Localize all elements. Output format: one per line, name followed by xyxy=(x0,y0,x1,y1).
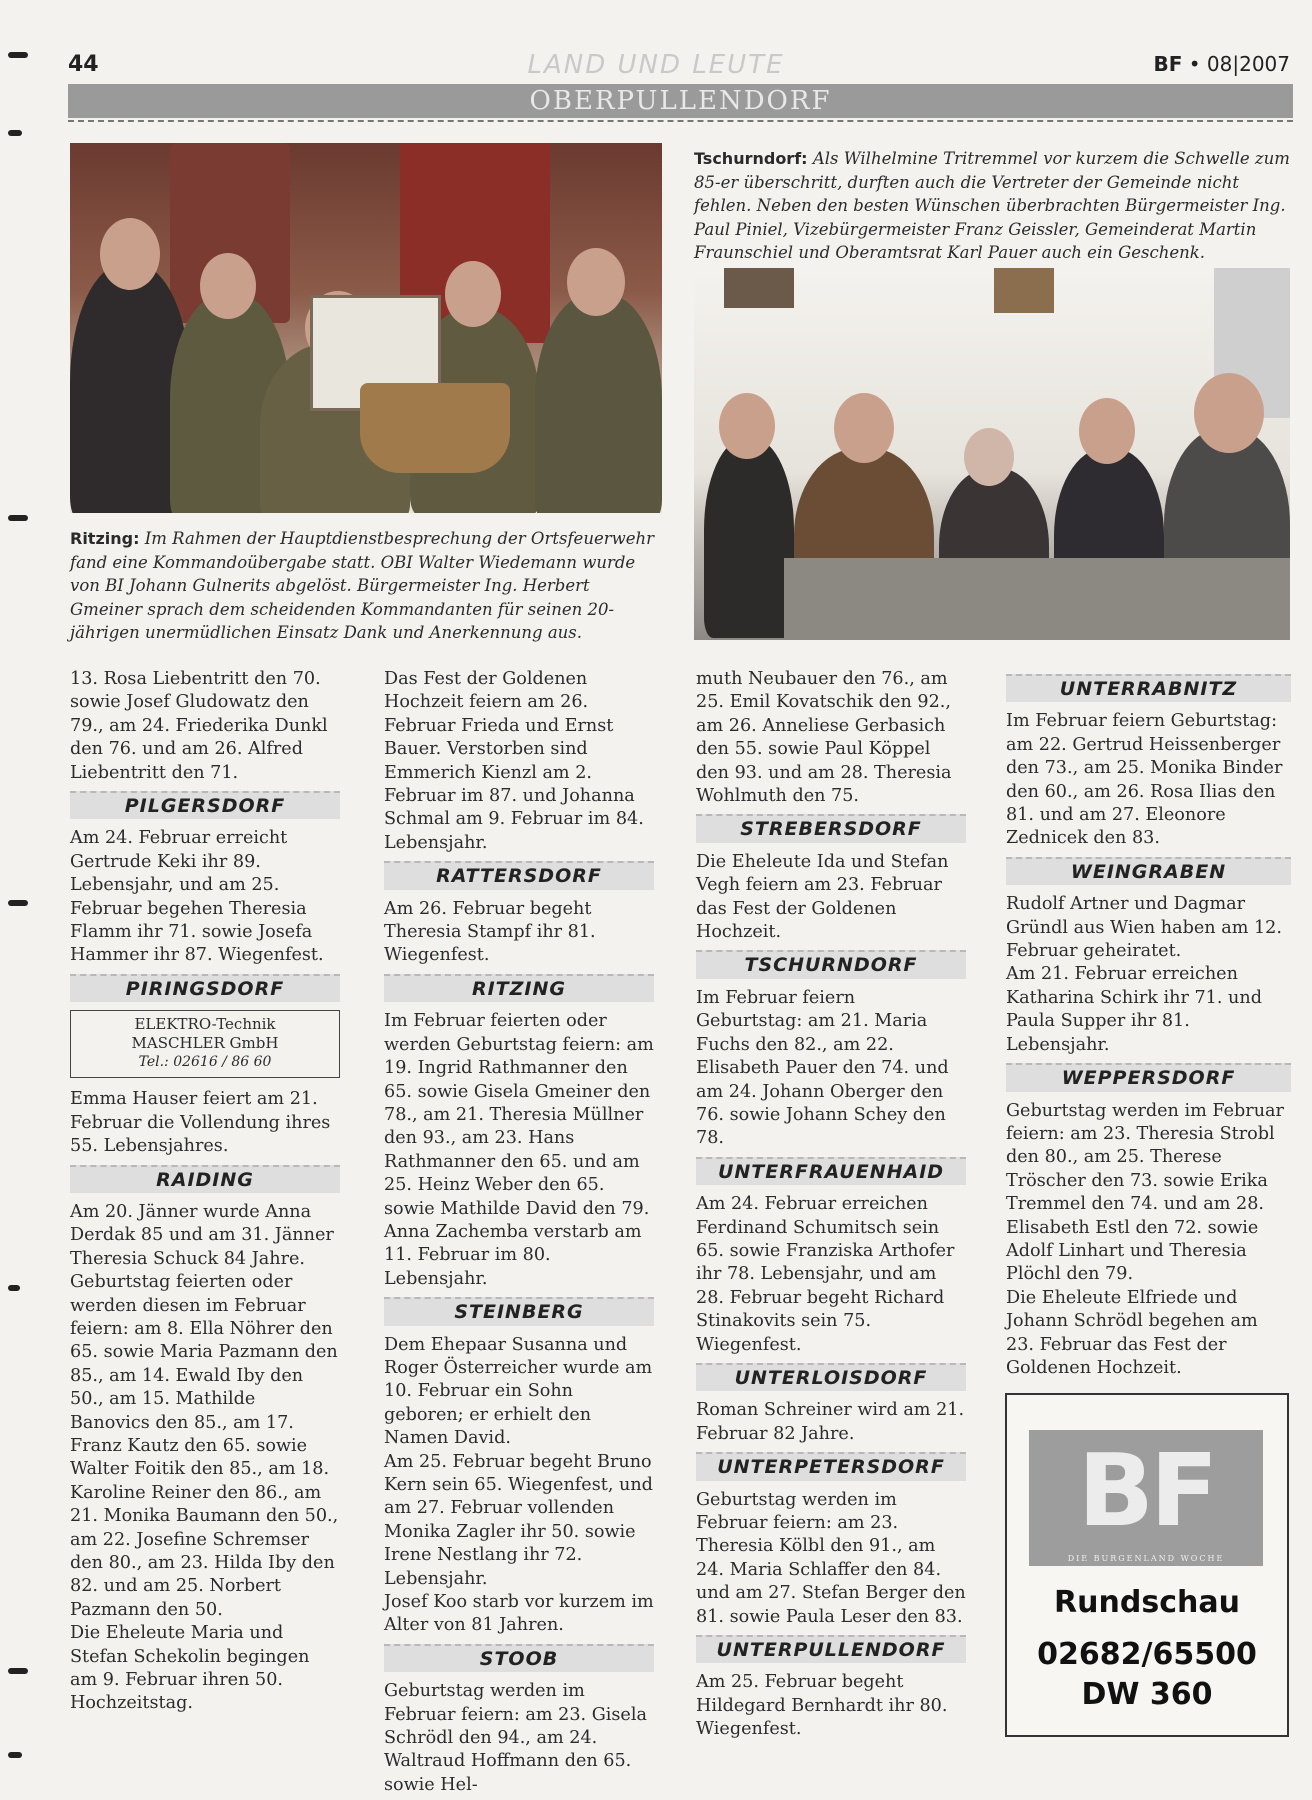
scan-mark xyxy=(8,900,28,906)
scan-mark xyxy=(8,1668,28,1674)
village-heading: UNTERRABNITZ xyxy=(1006,674,1291,702)
article-text: Emma Hauser feiert am 21. Februar die Vollendung ihres 55. Lebensjahres. xyxy=(70,1089,331,1157)
photo-wall-picture xyxy=(994,268,1054,313)
village-heading: PILGERSDORF xyxy=(70,791,340,819)
ad-phone: Tel.: 02616 / 86 60 xyxy=(138,1054,272,1071)
publication-name: BF xyxy=(1153,52,1183,76)
ad-company: MASCHLER GmbH xyxy=(131,1034,279,1053)
article-text: Am 21. Februar erreichen Katharina Schirk ihr 71. und Paula Supper ihr 81. Lebensjahr. xyxy=(1006,964,1262,1055)
caption-place: Ritzing: xyxy=(70,529,140,548)
photo-person xyxy=(535,293,662,513)
ad-extension: DW 360 xyxy=(1081,1677,1213,1712)
bf-logo xyxy=(1029,1430,1263,1566)
photo-head xyxy=(445,261,501,327)
photo-head xyxy=(567,248,625,316)
bf-advertisement xyxy=(1005,1393,1289,1737)
column-1 xyxy=(70,668,340,1716)
sponsor-ad xyxy=(70,1010,340,1078)
village-heading: UNTERPETERSDORF xyxy=(696,1452,966,1480)
article-text: Am 26. Februar begeht Theresia Stampf ihr 81. Wiegenfest. xyxy=(384,898,596,966)
photo-head xyxy=(100,218,160,290)
article-text: muth Neubauer den 76., am 25. Emil Kovatschik den 92., am 26. Anneliese Gerbasich den 55. sowie Paul Köppel den 93. und am 28. Theresia Wohlmuth den 75. xyxy=(696,669,952,807)
photo-head xyxy=(1194,373,1264,453)
caption-place: Tschurndorf: xyxy=(694,149,808,168)
caption-text: Als Wilhelmine Tritremmel vor kurzem die Schwelle zum 85-er überschritt, durften auch die Vertreter der Gemeinde nicht fehlen. Neben den besten Wünschen überbrachten Bürgermeister Ing. Paul Piniel, Vizebürgermeister Franz Geissler, Gemeinderat Martin Fraunschiel und Oberamtsrat Karl Pauer auch ein Geschenk. xyxy=(694,149,1290,262)
village-heading: RITZING xyxy=(384,974,654,1002)
article-text: Im Februar feierten oder werden Geburtstag feiern: am 19. Ingrid Rathmanner den 65. sowie Gisela Gmeiner den 78., am 21. Theresia Müllner den 93., am 23. Hans Rathmanner den 65. und am 25. Heinz Weber den 65. sowie Mathilde David den 79. xyxy=(384,1011,654,1219)
scan-mark xyxy=(8,130,22,136)
article-text: Josef Koo starb vor kurzem im Alter von 81 Jahren. xyxy=(384,1592,654,1636)
village-heading: UNTERPULLENDORF xyxy=(696,1635,966,1663)
article-text: Im Februar feiern Geburtstag: am 22. Gertrud Heissenberger den 73., am 25. Monika Binder den 60., am 26. Rosa Ilias den 81. und am 27. Eleonore Zednicek den 83. xyxy=(1006,711,1283,849)
article-text: Im Februar feiern Geburtstag: am 21. Maria Fuchs den 82., am 22. Elisabeth Pauer den 74. und am 24. Johann Oberger den 76. sowie Johann Schey den 78. xyxy=(696,987,949,1149)
village-heading: UNTERLOISDORF xyxy=(696,1363,966,1391)
tschurndorf-photo xyxy=(694,268,1290,640)
caption-text: Im Rahmen der Hauptdienstbesprechung der Ortsfeuerwehr fand eine Kommandoübergabe statt. OBI Walter Wiedemann wurde von BI Johann Gulnerits abgelöst. Bürgermeister Ing. Herbert Gmeiner sprach dem scheidenden Kommandanten für seinen 20-jährigen unermüdlichen Einsatz Dank und Anerkennung aus. xyxy=(70,529,655,642)
article-text: Roman Schreiner wird am 21. Februar 82 Jahre. xyxy=(696,1400,965,1444)
village-heading: STOOB xyxy=(384,1644,654,1672)
article-text: Dem Ehepaar Susanna und Roger Österreicher wurde am 10. Februar ein Sohn geboren; er erhielt den Namen David. xyxy=(384,1334,653,1449)
scan-mark xyxy=(8,52,28,58)
village-heading: RAIDING xyxy=(70,1165,340,1193)
bf-logo-tagline: DIE BURGENLAND WOCHE xyxy=(1067,1554,1225,1563)
page-number: 44 xyxy=(68,52,99,77)
article-text: Geburtstag werden im Februar feiern: am 23. Theresia Strobl den 80., am 25. Therese Tröscher den 73. sowie Erika Tremmel den 74. und am 28. Elisabeth Estl den 72. sowie Adolf Linhart und Theresia Plöchl den 79. xyxy=(1006,1100,1284,1285)
column-4 xyxy=(1006,674,1291,1380)
article-text: Das Fest der Goldenen Hochzeit feiern am 26. Februar Frieda und Ernst Bauer. Verstorben sind Emmerich Kienzl am 2. Februar im 87. und Johanna Schmal am 9. Februar im 84. Lebensjahr. xyxy=(384,669,644,853)
article-text: Am 25. Februar begeht Bruno Kern sein 65. Wiegenfest, und am 27. Februar vollenden Monika Zagler ihr 50. sowie Irene Nestlang ihr 72. Lebensjahr. xyxy=(384,1451,653,1589)
article-text: Die Eheleute Maria und Stefan Schekolin begingen am 9. Februar ihren 50. Hochzeitstag. xyxy=(70,1623,310,1714)
village-heading: WEPPERSDORF xyxy=(1006,1063,1291,1091)
article-text: Am 20. Jänner wurde Anna Derdak 85 und am 31. Jänner Theresia Schuck 84 Jahre. Geburtstag feierten oder werden diesen im Februar feiern: am 8. Ella Nöhrer den 65. sowie Maria Pazmann den 85., am 14. Ewald Iby den 50., am 15. Mathilde Banovics den 85., am 17. Franz Kautz den 65. sowie Walter Foitik den 85., am 18. Karoline Reiner den 86., am 21. Monika Baumann den 50., am 22. Josefine Schremser den 80., am 23. Hilda Iby den 82. und am 25. Norbert Pazmann den 50. xyxy=(70,1201,339,1620)
article-text: Am 25. Februar begeht Hildegard Bernhardt ihr 80. Wiegenfest. xyxy=(696,1672,948,1740)
article-text: Rudolf Artner und Dagmar Gründl aus Wien haben am 12. Februar geheiratet. xyxy=(1006,894,1282,962)
scan-mark xyxy=(8,1752,22,1758)
column-2 xyxy=(384,668,654,1797)
article-text: Die Eheleute Elfriede und Johann Schrödl begehen am 23. Februar das Fest der Goldenen Hochzeit. xyxy=(1006,1287,1258,1378)
scan-mark xyxy=(8,1285,20,1291)
village-heading: PIRINGSDORF xyxy=(70,974,340,1002)
ad-name: ELEKTRO-Technik xyxy=(134,1015,276,1034)
header-divider xyxy=(68,120,1293,122)
article-text: Anna Zachemba verstarb am 11. Februar im 80. Lebensjahr. xyxy=(384,1221,642,1289)
photo-head xyxy=(200,253,256,319)
article-text: Am 24. Februar erreichen Ferdinand Schumitsch sein 65. sowie Franziska Arthofer ihr 78. Lebensjahr, und am 28. Februar begeht Richard Stinakovits sein 75. Wiegenfest. xyxy=(696,1194,955,1355)
village-heading: STREBERSDORF xyxy=(696,814,966,842)
article-text: Die Eheleute Ida und Stefan Vegh feiern am 23. Februar das Fest der Goldenen Hochzeit. xyxy=(696,851,949,943)
ritzing-caption xyxy=(70,527,665,645)
region-title: OBERPULLENDORF xyxy=(529,86,832,116)
article-text: Geburtstag werden im Februar feiern: am 23. Theresia Kölbl den 91., am 24. Maria Schlaffer den 84. und am 27. Stefan Berger den 81. sowie Paula Leser den 83. xyxy=(696,1489,966,1627)
village-heading: STEINBERG xyxy=(384,1297,654,1325)
region-banner xyxy=(68,84,1293,118)
article-text: Geburtstag werden im Februar feiern: am 23. Gisela Schrödl den 94., am 24. Waltraud Hoffmann den 65. sowie Hel- xyxy=(384,1681,647,1795)
issue-number: 08|2007 xyxy=(1206,52,1290,76)
ad-phone: 02682/65500 xyxy=(1037,1637,1257,1672)
article-text: Am 24. Februar erreicht Gertrude Keki ihr 89. Lebensjahr, und am 25. Februar begehen Theresia Flamm ihr 71. sowie Josefa Hammer ihr 87. Wiegenfest. xyxy=(70,828,324,966)
village-heading: WEINGRABEN xyxy=(1006,857,1291,885)
photo-head xyxy=(1079,398,1135,464)
village-heading: TSCHURNDORF xyxy=(696,950,966,978)
village-heading: UNTERFRAUENHAID xyxy=(696,1157,966,1185)
scan-mark xyxy=(8,515,28,521)
ritzing-photo xyxy=(70,143,662,513)
photo-head xyxy=(719,393,775,459)
photo-head xyxy=(964,428,1014,486)
section-title: LAND UND LEUTE xyxy=(527,50,785,80)
village-heading: RATTERSDORF xyxy=(384,861,654,889)
photo-table xyxy=(784,558,1290,640)
photo-person xyxy=(704,438,794,638)
photo-shelf xyxy=(724,268,794,308)
column-3 xyxy=(696,668,966,1742)
photo-gift-basket xyxy=(360,383,510,473)
article-text: 13. Rosa Liebentritt den 70. sowie Josef Gludowatz den 79., am 24. Friederika Dunkl den 76. und am 26. Alfred Liebentritt den 71. xyxy=(70,669,328,783)
ad-contact xyxy=(1007,1635,1287,1715)
tschurndorf-caption xyxy=(694,147,1294,265)
issue-info: BF • 08|2007 xyxy=(1153,52,1290,76)
photo-head xyxy=(834,393,894,463)
ad-title: Rundschau xyxy=(1054,1585,1240,1620)
bf-logo-letters: BF xyxy=(1077,1432,1215,1549)
